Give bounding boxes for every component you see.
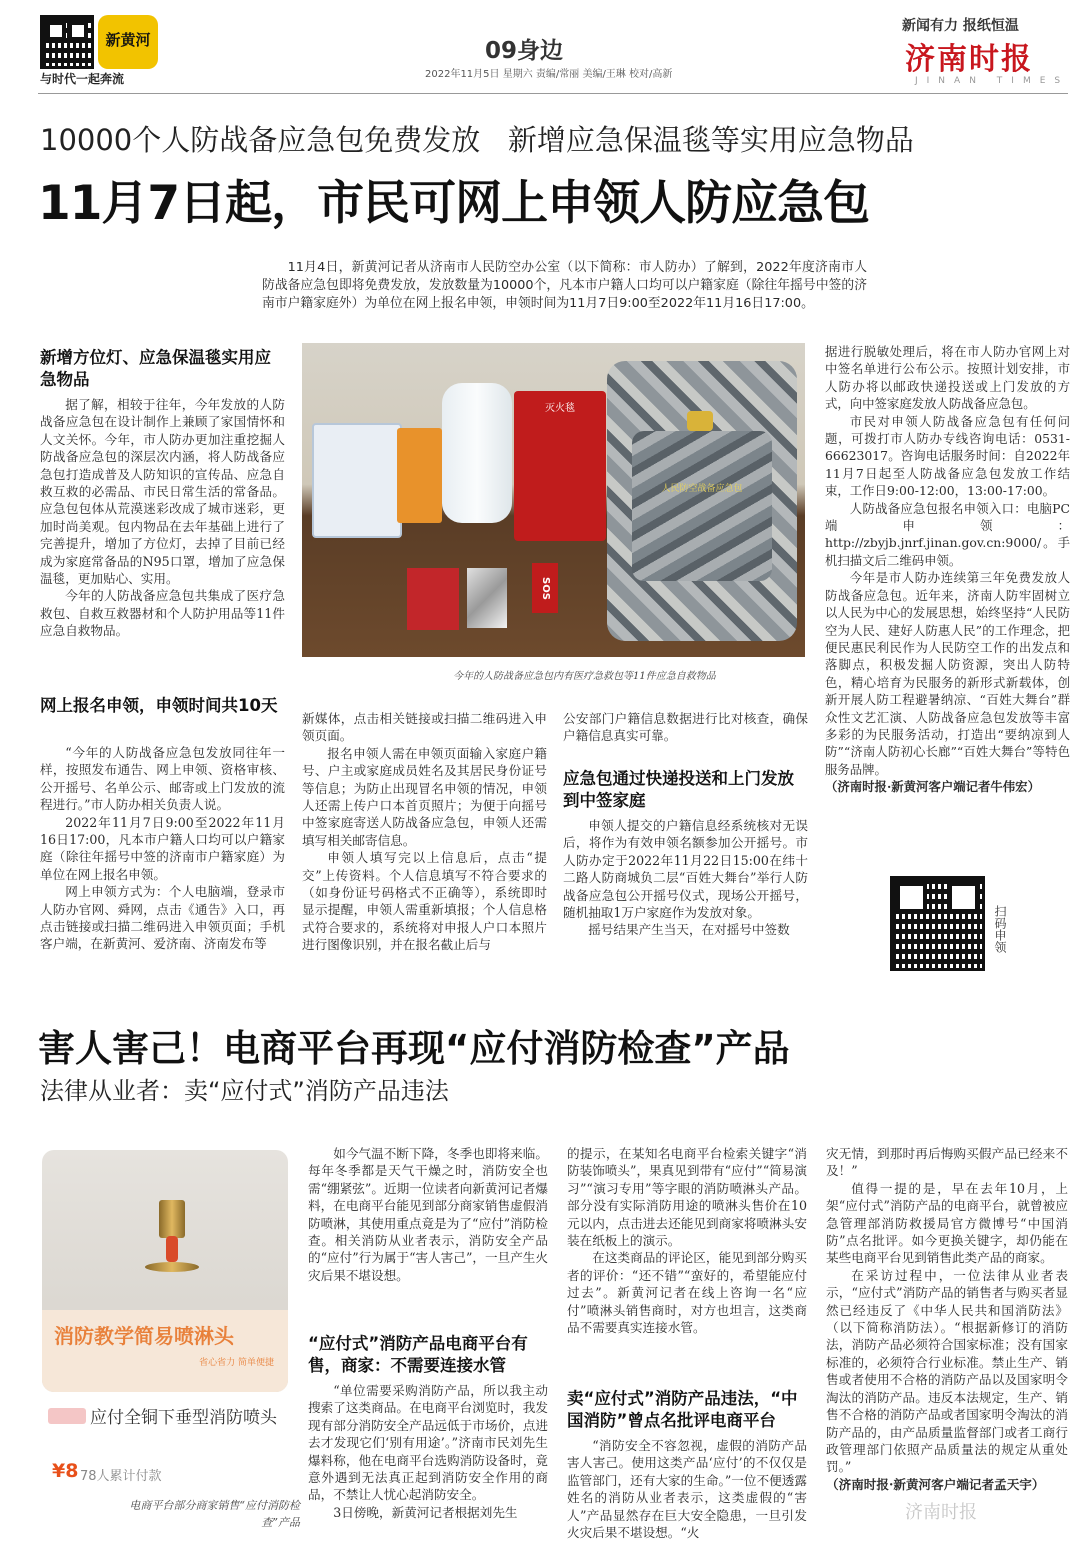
article1-section3-title: 应急包通过快递投送和上门发放到中签家庭 [563, 769, 794, 810]
paragraph: 值得一提的是，早在去年10月，上架“应付式”消防产品的电商平台，就曾被应急管理部消防救援局官方微博号“中国消防”点名批评。如今更换关键字，却仍能在某些电商平台见到销售此类产品的商家。 [826, 1180, 1068, 1266]
camo-bag [607, 361, 797, 641]
watermark: 济南时报 [905, 1502, 977, 1523]
article1-col3-body [563, 710, 808, 745]
paragraph: 摇号结果产生当天，在对摇号中签数 [588, 922, 790, 938]
article2-photo-caption: 电商平台部分商家销售“应付消防检查”产品 [129, 1499, 300, 1529]
article2-section2-body [567, 1437, 807, 1541]
product-title[interactable]: 应付全铜下垂型消防喷头 [90, 1408, 277, 1428]
paragraph: “消防安全不容忽视，虚假的消防产品害人害己。使用这类产品‘应付’的不仅仅是监管部门，还有大家的生命。”一位不便透露姓名的消防从业者表示，这类虚假的“害人”产品显然存在巨大安全隐患，一旦引发火灾后果不堪设想。“火 [567, 1438, 807, 1541]
paragraph: 网上申领方式为：个人电脑端，登录市人防办官网、舜网，点击《通告》入口，再点击链接或扫描二维码进入申领页面；手机客户端，在新黄河、爱济南、济南发布等 [40, 884, 285, 952]
emergency-kit-photo [302, 343, 805, 657]
xinhuanghe-logo-text: 新黄河 [105, 31, 151, 49]
product-banner [42, 1310, 288, 1392]
article2-col3-body [567, 1145, 807, 1336]
article2-headline: 害人害己！电商平台再现“应付消防检查”产品 [38, 1027, 790, 1070]
paragraph: “单位需要采购消防产品，所以我主动搜索了这类商品。在电商平台浏览时，我发现有部分消防安全产品远低于市场价，点进去才发现它们‘别有用途’。”济南市民刘先生爆料称，他在电商平台选购消防设备时，竟意外遇到无法真正起到消防安全作用的商品，不禁让人忧心起消防安全。 [308, 1383, 548, 1503]
paragraph: 灾无情，到那时再后悔购买假产品已经来不及！” [826, 1146, 1068, 1179]
product-banner-title: 消防教学简易喷淋头 [54, 1324, 234, 1348]
paragraph: 公安部门户籍信息数据进行比对核查，确保户籍信息真实可靠。 [563, 711, 808, 744]
camo-bag-label: 人民防空战备应急包 [661, 484, 743, 494]
paragraph: 报名申领人需在申领页面输入家庭户籍号、户主或家庭成员姓名及其居民身份证号等信息；为防止出现冒名申领的情况，申领人还需上传户口本首页照片；为便于向摇号中签家庭寄送人防战备应急包，申领人还需填写相关邮寄信息。 [302, 745, 547, 848]
paragraph: 2022年11月7日9:00至2022年11月16日17:00，凡本市户籍人口均可以户籍家庭（除往年摇号中签的济南市户籍家庭）为单位在网上报名申领。 [40, 814, 285, 882]
article2-section2-title: 卖“应付式”消防产品违法，“中国消防”曾点名批评电商平台 [567, 1389, 798, 1430]
paragraph: 据了解，相较于往年，今年发放的人防战备应急包在设计制作上兼顾了家国情怀和人文关怀。今年，市人防办更加注重挖掘人防战备应急包的深层次内涵，将人防战备应急包打造成普及人防知识的宣传品、应急自救互救的必需品、市民日常生活的常备品。应急包包体从荒漠迷彩改成了城市迷彩，更加时尚美观。包内物品在去年基础上进行了完善提升，增加了方位灯，去掉了目前已经成为家庭常备品的N95口罩，增加了应急保温毯，更加贴心、实用。 [40, 397, 285, 587]
article1-kicker: 10000个人防战备应急包免费发放 新增应急保温毯等实用应急物品 [40, 123, 914, 157]
camo-bag-badge [687, 411, 713, 431]
article2-subheadline: 法律从业者：卖“应付式”消防产品违法 [40, 1077, 449, 1105]
paragraph: 据进行脱敏处理后，将在市人防办官网上对中签名单进行公布公示。按照计划安排，市人防办将以邮政快递投送或上门发放的方式，向中签家庭发放人防战备应急包。 [825, 344, 1070, 412]
xinhuanghe-logo [98, 15, 158, 69]
paragraph: 如今气温不断下降，冬季也即将来临。每年冬季都是天气干燥之时，消防安全也需“绷紧弦”。近期一位读者向新黄河记者爆料，在电商平台能见到部分商家销售虚假消防喷淋，其使用重点竟是为了“应付”消防检查。相关消防从业者表示，消防安全产品的“应付”行为属于“害人害己”，一旦产生火灾后果不堪设想。 [308, 1146, 548, 1283]
medical-box [312, 423, 402, 538]
sprinkler-icon [137, 1200, 207, 1295]
paragraph: “今年的人防战备应急包发放同往年一样，按照发布通告、网上申领、资格审核、公开摇号、名单公示、邮寄或上门发放的流程进行。”市人防办相关负责人说。 [40, 745, 285, 813]
orange-box [397, 428, 442, 523]
product-sales: 78人累计付款 [80, 1469, 162, 1484]
article1-section1-title: 新增方位灯、应急保温毯实用应急物品 [40, 348, 271, 389]
product-listing-card [40, 1148, 290, 1496]
paragraph: 在这类商品的评论区，能见到部分购买者的评价：“还不错”“蛮好的，希望能应付过去”。新黄河记者在线上咨询一名“应付”喷淋头销售商时，对方也坦言，这类商品不需要真实连接水管。 [567, 1250, 807, 1336]
qr-scan-label: 扫码申领 [993, 905, 1007, 953]
fire-blanket-pouch [514, 391, 606, 541]
foil-blanket [467, 568, 507, 628]
article1-lead: 11月4日，新黄河记者从济南市人民防空办公室（以下简称：市人防办）了解到，2022年度济南市人防战备应急包即将免费发放，发放数量为10000个，凡本市户籍人口均可以户籍家庭（除往年摇号中签的济南市户籍家庭外）为单位在网上报名申领，申领时间为11月7日9:00至2022年11月16日17:00。 [262, 260, 867, 311]
article1-section2-body [40, 744, 285, 953]
article1-section3-body [563, 817, 808, 939]
page-label: 09身边 [485, 38, 564, 64]
left-slogan: 与时代一起奔流 [40, 72, 125, 86]
masthead-qr-code [40, 15, 94, 69]
paragraph: 3日傍晚，新黄河记者根据刘先生 [333, 1504, 518, 1520]
water-bottles [442, 383, 512, 523]
red-certificate [407, 568, 459, 630]
paragraph: 市民对申领人防战备应急包有任何问题，可拨打市人防办专线咨询电话：0531-66623017。咨询电话服务时间：自2022年11月7日起至人防战备应急包发放工作结束，工作日9:00-12:00，13:00-17:00。 [825, 413, 1070, 499]
paragraph: 申领人提交的户籍信息经系统核对无误后，将作为有效申领名额参加公开摇号。市人防办定于2022年11月22日15:00在纬十二路人防商城负二层“百姓大舞台”举行人防战备应急包公开摇号仪式，现场公开摇号，随机抽取1万户家庭作为发放对象。 [563, 818, 808, 921]
paragraph: 今年的人防战备应急包共集成了医疗急救包、自救互救器材和个人防护用品等11件应急自救物品。 [40, 588, 285, 639]
paragraph: 新媒体，点击相关链接或扫描二维码进入申领页面。 [302, 711, 547, 744]
right-slogan: 新闻有力 报纸恒温 [902, 18, 1019, 34]
sos-sticker: SOS [532, 563, 558, 613]
paragraph: 的提示，在某知名电商平台检索关键字“消防装饰喷头”，果真见到带有“应付”“简易演习”“演习专用”等字眼的消防喷淋头产品。部分没有实际消防用途的喷淋头售价在10元以内，点击进去还能见到商家将喷淋头安装在纸板上的演示。 [567, 1146, 807, 1249]
article2-col2-body [308, 1145, 548, 1284]
article1-headline: 11月7日起，市民可网上申领人防应急包 [38, 176, 870, 231]
product-image [42, 1150, 288, 1392]
jinan-times-logo: 济南时报 [905, 42, 1033, 77]
byline: （济南时报·新黄河客户端记者孟天宇） [826, 1476, 1045, 1492]
masthead-rule [38, 93, 1068, 94]
article1-photo-caption: 今年的人防战备应急包内有医疗急救包等11件应急自救物品 [453, 671, 716, 682]
article2-col4-body [826, 1145, 1068, 1493]
paragraph: 今年是市人防办连续第三年免费发放人防战备应急包。近年来，济南人防牢固树立以人民为中心的发展思想，始终坚持“人民防空为人民、建好人防惠人民”的工作理念，把便民惠民利民作为人民防空工作的出发点和落脚点，积极发掘人防资源，突出人防特色，精心培育为民服务的新形式新载体，创新开展人防工程避暑纳凉、“百姓大舞台”群众性文艺汇演、人防战备应急包发放等丰富多彩的为民服务活动，打造出“要纳凉到人防”“济南人防初心长廊”“百姓大舞台”等特色服务品牌。 [825, 570, 1070, 777]
article1-col4-body [825, 343, 1070, 796]
apply-qr-code[interactable] [890, 876, 985, 971]
article2-section1-title: “应付式”消防产品电商平台有售，商家：不需要连接水管 [308, 1334, 528, 1375]
product-price: ¥8 [52, 1460, 79, 1482]
product-banner-sub: 省心省力 简单便捷 [199, 1358, 274, 1368]
paragraph: 在采访过程中，一位法律从业者表示，“应付式”消防产品的销售者与购买者显然已经违反了《中华人民共和国消防法》（以下简称消防法）。“根据新修订的消防法，消防产品必须符合国家标准；没有国家标准的，必须符合行业标准。禁止生产、销售或者使用不合格的消防产品以及国家明令淘汰的消防产品。违反本法规定，生产、销售不合格的消防产品或者国家明令淘汰的消防产品的，由产品质量监督部门或者工商行政管理部门依照产品质量法的规定从重处罚。” [826, 1267, 1068, 1475]
paragraph: 申领人填写完以上信息后，点击“提交”上传资料。个人信息填写不符合要求的（如身份证号码格式不正确等），系统即时显示提醒，申领人需重新填报；个人信息格式符合要求的，系统将对申报人户口本照片进行图像识别，并在报名截止后与 [302, 850, 547, 953]
article1-section2-title: 网上报名申领，申领时间共10天 [40, 696, 278, 715]
byline: （济南时报·新黄河客户端记者牛伟宏） [825, 779, 1040, 795]
article1-section1-body [40, 396, 285, 640]
camo-bag-pocket [632, 431, 772, 581]
article2-section1-body [308, 1382, 548, 1521]
jinan-times-logo-en: JINAN TIMES [915, 76, 1070, 86]
paragraph: 人防战备应急包报名申领入口：电脑PC端申领：http://zbyjb.jnrf.jinan.gov.cn:9000/。手机扫描文后二维码申领。 [825, 500, 1070, 568]
date-line: 2022年11月5日 星期六 责编/常丽 美编/王琳 校对/高新 [425, 69, 673, 80]
article1-col2-body [302, 710, 547, 954]
fire-blanket-label: 灭火毯 [545, 403, 575, 414]
